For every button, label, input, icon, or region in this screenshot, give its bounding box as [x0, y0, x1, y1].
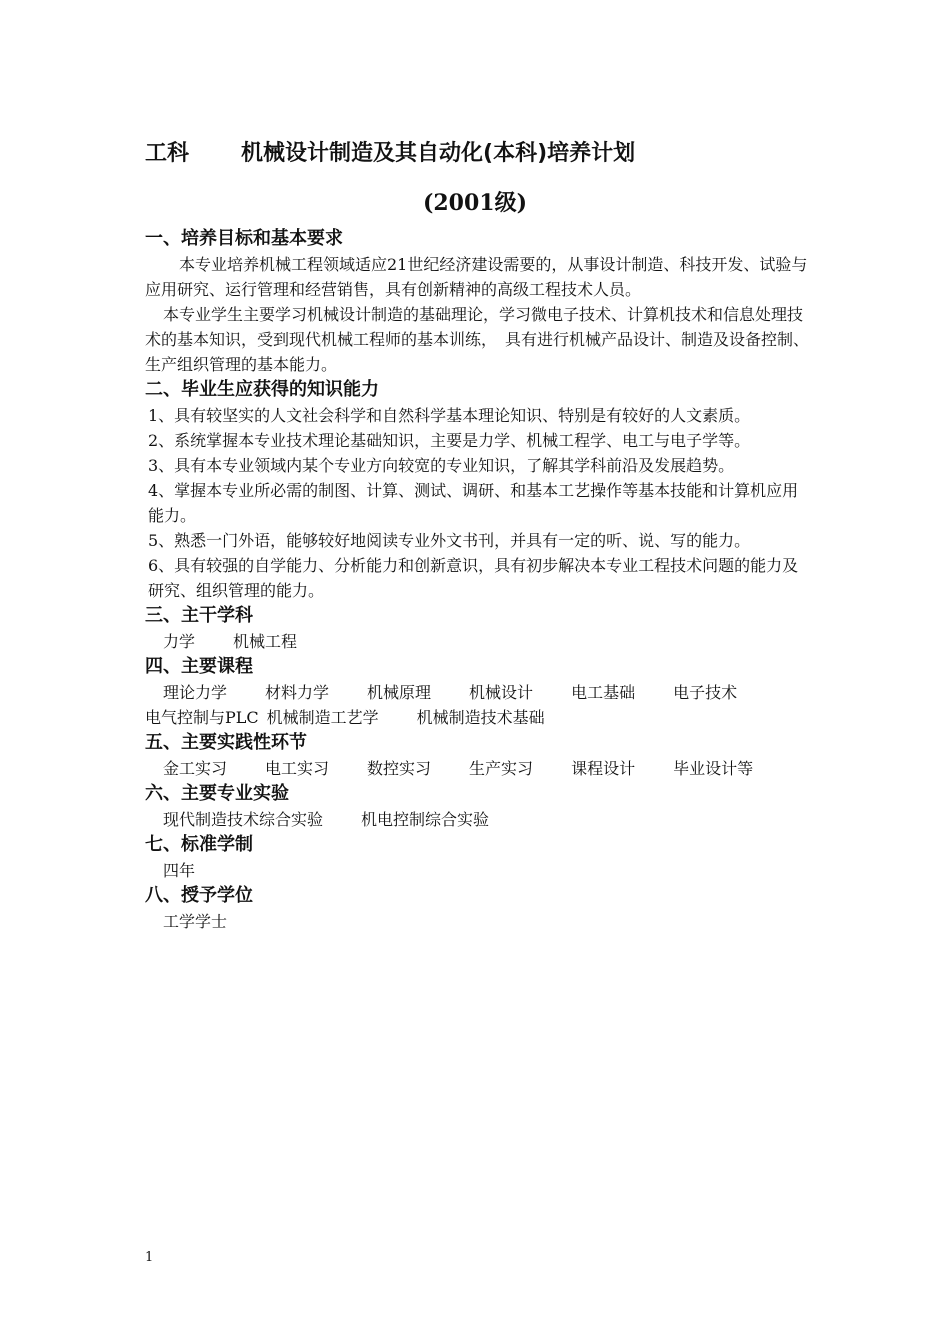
document-title [145, 136, 635, 167]
section-heading-degree: 八、授予学位 [145, 885, 253, 906]
ability-item: 5、熟悉一门外语，能够较好地阅读专业外文书刊，并具有一定的听、说、写的能力。 [148, 531, 751, 550]
list-item: 生产实习 [469, 759, 534, 778]
experiments-list [145, 807, 810, 832]
section-heading-experiments: 六、主要专业实验 [145, 783, 289, 804]
list-item: 机械设计 [469, 683, 534, 702]
section-heading-duration: 七、标准学制 [145, 834, 253, 855]
page-number: 1 [145, 1250, 154, 1265]
list-item: 数控实习 [367, 759, 432, 778]
title-category: 工科 [145, 141, 190, 166]
title-main: 机械设计制造及其自动化(本科)培养计划 [241, 141, 636, 166]
list-item: 现代制造技术综合实验 [163, 810, 324, 829]
ability-item: 2、系统掌握本专业技术理论基础知识，主要是力学、机械工程学、电工与电子学等。 [148, 431, 751, 450]
list-item: 理论力学 [163, 683, 228, 702]
ability-item: 1、具有较坚实的人文社会科学和自然科学基本理论知识、特别是有较好的人文素质。 [148, 406, 751, 425]
list-item: 机电控制综合实验 [361, 810, 490, 829]
document-body [145, 226, 810, 934]
ability-item: 3、具有本专业领域内某个专业方向较宽的专业知识，了解其学科前沿及发展趋势。 [148, 456, 735, 475]
list-item: 材料力学 [265, 683, 330, 702]
list-item: 机械工程 [233, 632, 298, 651]
list-item: 金工实习 [163, 759, 228, 778]
list-item: 毕业设计等 [673, 759, 754, 778]
list-item: 课程设计 [571, 759, 636, 778]
degree-list [145, 909, 810, 934]
duration-list [145, 858, 810, 883]
goals-paragraph-1: 本专业培养机械工程领域适应21世纪经济建设需要的，从事设计制造、科技开发、试验与应用研究、运行管理和经营销售，具有创新精神的高级工程技术人员。 [145, 255, 808, 299]
list-item: 机械原理 [367, 683, 432, 702]
document-subtitle: (2001级) [422, 190, 528, 216]
list-item: 工学学士 [163, 912, 228, 931]
disciplines-list [145, 629, 810, 654]
ability-item: 6、具有较强的自学能力、分析能力和创新意识，具有初步解决本专业工程技术问题的能力及研究、组织管理的能力。 [148, 556, 799, 600]
courses-list-2 [145, 705, 810, 730]
ability-item: 4、掌握本专业所必需的制图、计算、测试、调研、和基本工艺操作等基本技能和计算机应用能力。 [148, 481, 799, 525]
list-item: 力学 [163, 632, 196, 651]
list-item: 电工基础 [571, 683, 636, 702]
list-item: 电工实习 [265, 759, 330, 778]
goals-paragraph-2: 本专业学生主要学习机械设计制造的基础理论，学习微电子技术、计算机技术和信息处理技术的基本知识，受到现代机械工程师的基本训练， 具有进行机械产品设计、制造及设备控制、生产组织管理的基本能力。 [145, 305, 810, 374]
list-item: 机械制造工艺学 [266, 708, 379, 727]
list-item: 四年 [163, 861, 196, 880]
section-heading-disciplines: 三、主干学科 [145, 605, 253, 626]
courses-list [145, 680, 810, 705]
practice-list [145, 756, 810, 781]
section-heading-practice: 五、主要实践性环节 [145, 732, 307, 753]
section-heading-goals: 一、培养目标和基本要求 [145, 228, 343, 249]
list-item: 电气控制与PLC [145, 708, 259, 727]
section-heading-abilities: 二、毕业生应获得的知识能力 [145, 379, 379, 400]
list-item: 电子技术 [673, 683, 738, 702]
section-heading-courses: 四、主要课程 [145, 656, 253, 677]
list-item: 机械制造技术基础 [416, 708, 545, 727]
